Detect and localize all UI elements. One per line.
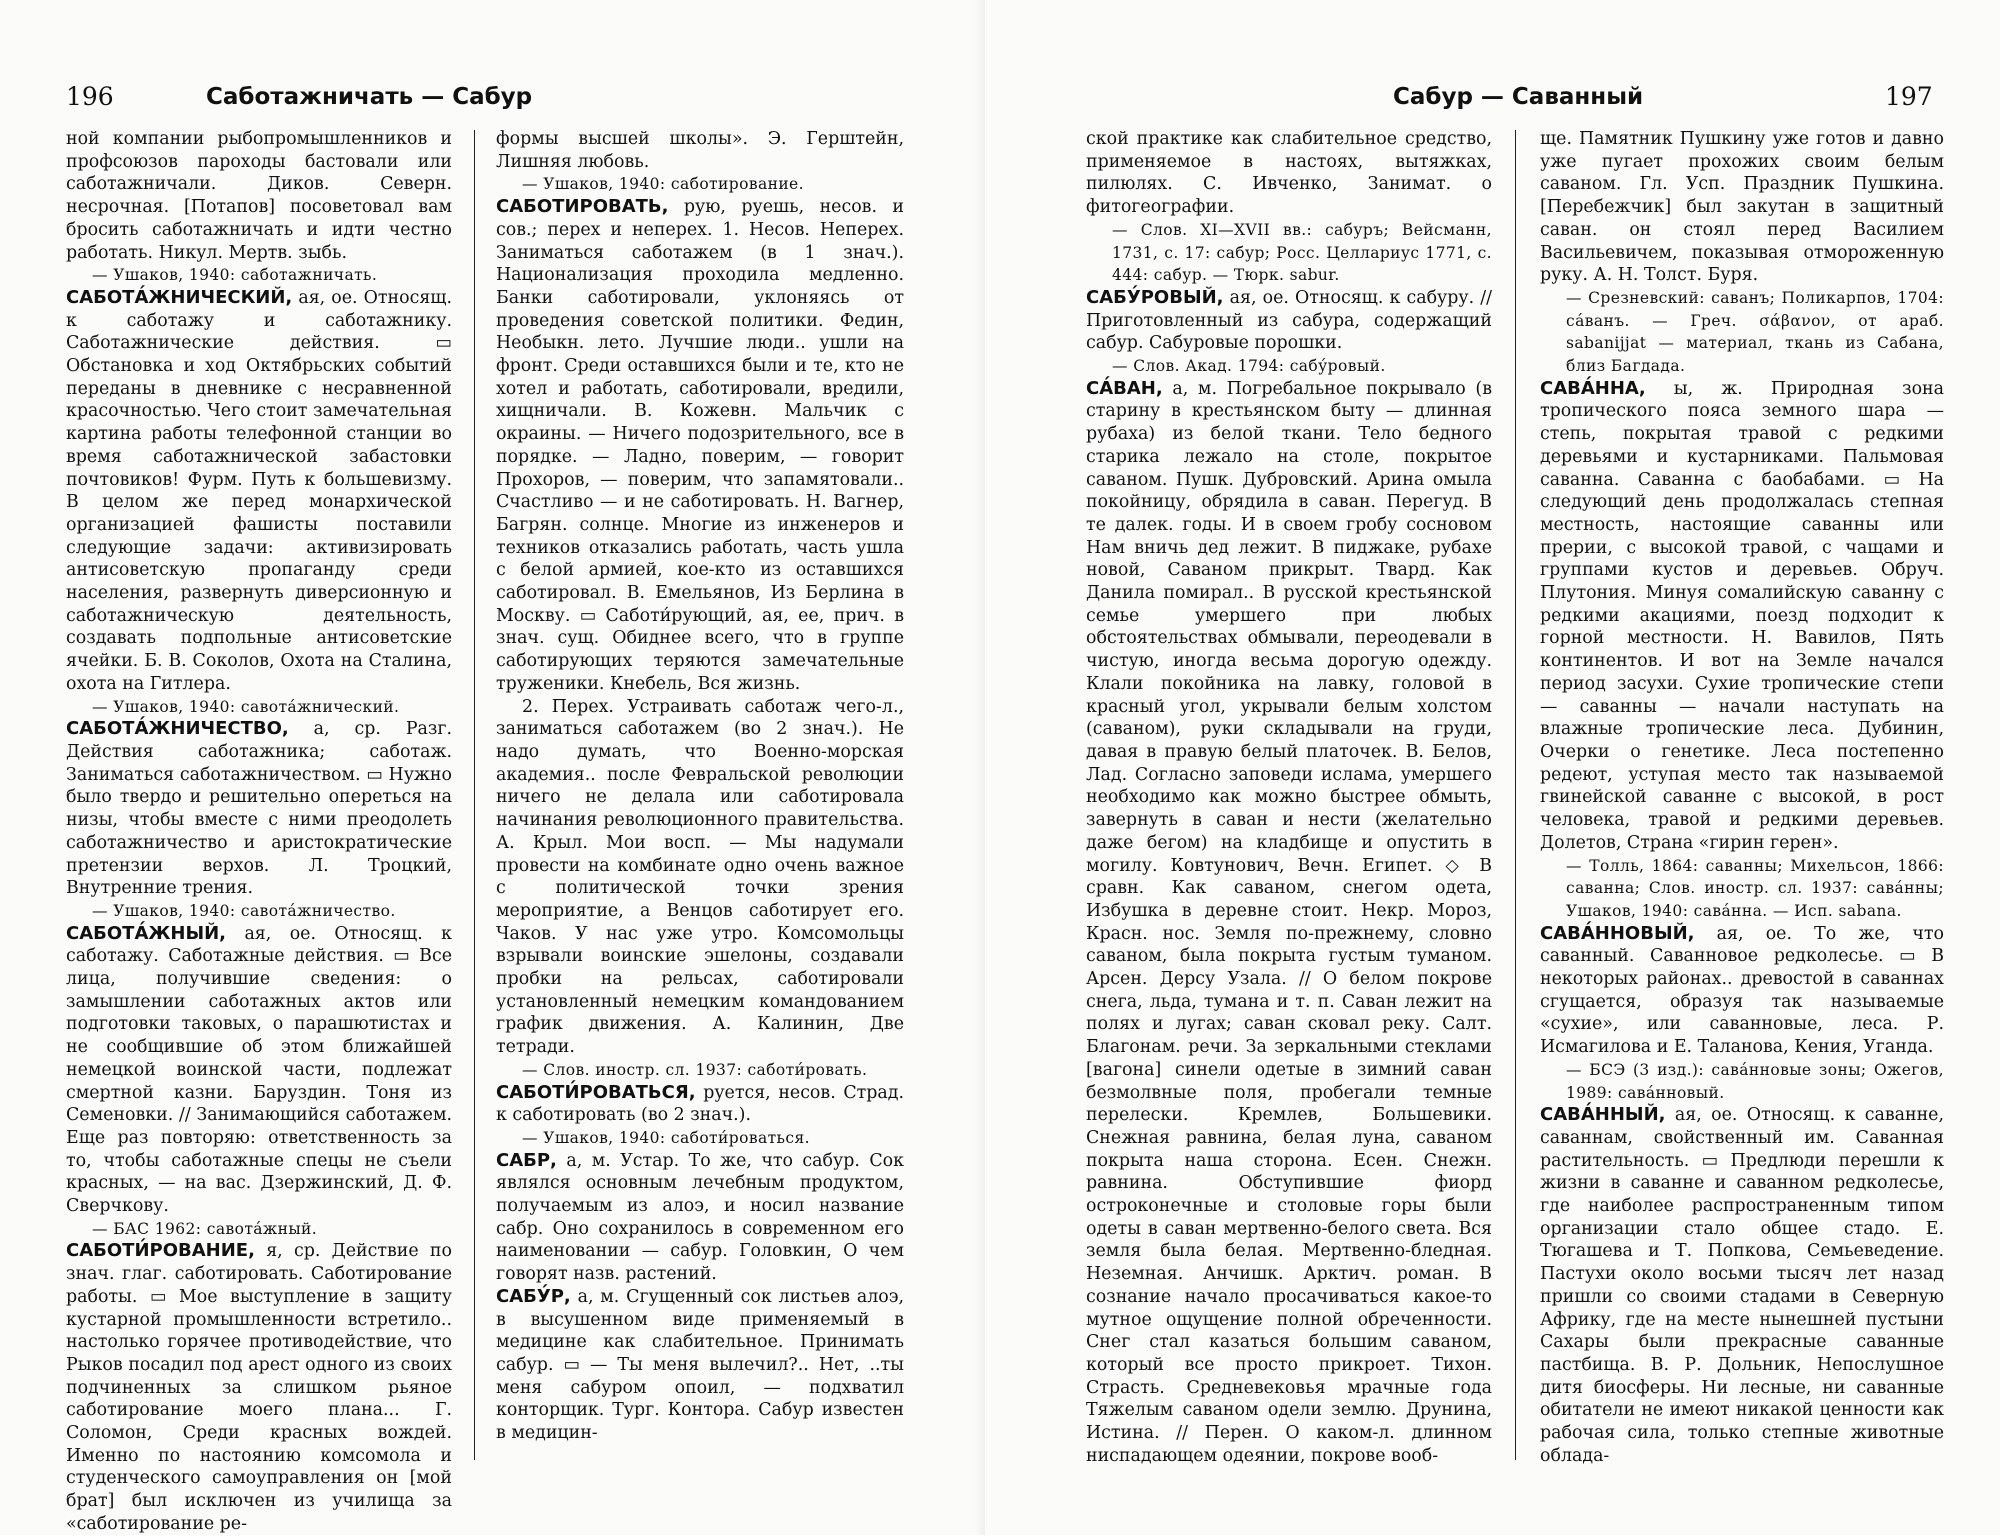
headword: САБОТА́ЖНИЧЕСТВО,: [66, 718, 289, 740]
dictionary-entry: [496, 196, 904, 695]
entry-body: ая, ое. То же, что саванный. Саванновое редколесье. ▭ В некоторых районах.. древостой в саваннах сгущается, образуя так называемые «сухие», или саванновые, леса. Р. Исмагилова и Е. Таланова, Кения, Уганда.: [1540, 923, 1944, 1058]
running-head-left: Саботажничать — Сабур: [206, 84, 533, 110]
headword: САБОТИРОВАТЬ,: [496, 196, 669, 218]
column-4: [1540, 128, 1944, 1498]
entry-citation: — Слов. иностр. сл. 1937: саботи́ровать.: [522, 1060, 868, 1079]
headword: САБУ́Р,: [496, 1285, 571, 1307]
entry-citation: — Ушаков, 1940: саботи́роваться.: [522, 1128, 810, 1147]
page-number-left: 196: [66, 82, 114, 111]
entry-citation: — Слов. XI—XVII вв.: сабуръ; Вейсманн, 1731, с. 17: сабур; Росс. Целлариус 1771, с. 444: сабур. — Тюрк. sabur.: [1112, 220, 1492, 285]
dictionary-entry: [496, 1286, 904, 1445]
entry-text: ще. Памятник Пушкину уже готов и давно уже пугает прохожих своим белым саваном. Гл. Усп. Праздник Пушкина. [Перебежчик] был закутан в защитный саван. он стоял перед Василием Васильевичем, показывая отмороженную руку. А. Н. Толст. Буря.: [1540, 129, 1944, 286]
headword: САБОТА́ЖНИЧЕСКИЙ,: [66, 286, 293, 308]
dictionary-entry: [1540, 1104, 1944, 1467]
entry-body: я, ср. Действие по знач. глаг. саботировать. Саботирование работы. ▭ Мое выступление в защиту кустарной промышленности встретило.. настолько горячее противодействие, что Рыков посадил под арест одного из своих подчиненных за слишком рьяное саботирование моего плана... Г. Соломон, Среди красных вождей. Именно по настоянию комсомола и студенческого самоуправления он [мой брат] был исключен из училища за «саботирование ре-: [66, 1241, 452, 1534]
entry-body: а, ср. Разг. Действия саботажника; саботаж. Заниматься саботажничеством. ▭ Нужно было твердо и решительно опереться на низы, чтобы вместе с ними преодолеть саботажничество и аристократические претензии верхов. Л. Троцкий, Внутренние трения.: [66, 719, 453, 899]
headword: САБР,: [496, 1149, 557, 1171]
dictionary-entry: [1086, 287, 1492, 355]
entry-text: формы высшей школы». Э. Герштейн, Лишняя любовь.: [496, 129, 904, 172]
entry-citation: — Ушаков, 1940: савота́жничество.: [92, 901, 396, 920]
entry-body: ая, ое. Относящ. к саботажу. Саботажные действия. ▭ Все лица, получившие сведения: о замышлении саботажных актов или подготовки таковых, о парашютистах и не сообщившие об этом ближайшей немецкой воинской части, подлежат смертной казни. Баруздин. Тоня из Семеновки. // Занимающийся саботажем. Еще раз повторяю: ответственность за то, чтобы саботажные спецы не съели красных, — на вас. Дзержинский, Д. Ф. Сверчкову.: [66, 923, 452, 1217]
column-divider: [474, 130, 475, 1460]
entry-body: ая, ое. Относящ. к саванне, саваннам, свойственный им. Саванная растительность. ▭ Предлюди перешли к жизни в саванне и саванном редколесье, где наиболее распространенным типом организации стало общее стадо. Е. Тюгашева и Т. Попкова, Семьеведение. Пастухи около восьми тысяч лет назад пришли со своими стадами в Северную Африку, где на месте нынешней пустыни Сахары были прекрасные саванные пастбища. В. Р. Дольник, Непослушное дитя биосферы. Ни лесные, ни саванные обитатели не имеют никакой ценности как рабочая сила, только степные животные облада-: [1540, 1105, 1944, 1466]
entry-citation: — Слов. Акад. 1794: сабу́ровый.: [1112, 357, 1386, 376]
dictionary-entry: [496, 1082, 904, 1127]
entry-body: ы, ж. Природная зона тропического пояса земного шара — степь, покрытая травой с редкими деревьями и кустарниками. Пальмовая саванна. Саванна с баобабами. ▭ На следующий день продолжалась степная местность, настоящие саванны или прерии, с высокой травой, с чащами и группами кустов и деревьев. Обруч. Плутония. Минуя сомалийскую саванну с редкими акациями, поезд подходит к горной местности. Н. Вавилов, Пять континентов. И вот на Земле начался период засухи. Сухие тропические степи — саванны — начали наступать на влажные тропические леса. Дубинин, Очерки о генетике. Леса постепенно редеют, уступая место так называемой гвинейской саванне с высокой, в рост человека, травой и редкими деревьев. Долетов, Страна «гирин герен».: [1540, 378, 1944, 853]
dictionary-entry: [496, 1150, 904, 1286]
dictionary-entry: [1086, 378, 1492, 1468]
dictionary-entry: [66, 287, 452, 696]
entry-body: руется, несов. Страд. к саботировать (во 2 знач.).: [496, 1082, 905, 1126]
entry-citation: — Срезневский: саванъ; Поликарпов, 1704: са́ванъ. — Греч. σάβανον, от араб. sabanijjat — материал, ткань из Сабана, близ Багдада.: [1566, 288, 1944, 376]
column-2: [496, 128, 904, 1498]
headword: САВА́ННЫЙ,: [1540, 1104, 1666, 1126]
column-1: [66, 128, 453, 1534]
entry-text: ной компании рыбопромышленников и профсоюзов пароходы бастовали или саботажничали. Диков. Северн. несрочная. [Потапов] посоветовал вам бросить саботажничать и идти честно работать. Никул. Мертв. зыбь.: [66, 129, 452, 263]
running-head-right: Сабур — Саванный: [1393, 84, 1644, 110]
entry-text: ской практике как слабительное средство, применяемое в настоях, вытяжках, пилюлях. С. Ивченко, Занимат. о фитогеографии.: [1086, 129, 1492, 218]
page-number-right: 197: [1885, 82, 1933, 111]
entry-citation: — Ушаков, 1940: савота́жнический.: [92, 697, 400, 716]
dictionary-entry: [66, 923, 452, 1218]
headword: САВА́ННОВЫЙ,: [1540, 922, 1695, 944]
column-divider: [1515, 130, 1516, 1460]
dictionary-entry: [66, 718, 452, 900]
headword: СА́ВАН,: [1086, 377, 1163, 399]
headword: САБОТИ́РОВАТЬСЯ,: [496, 1081, 696, 1103]
entry-body: а, м. Сгущенный сок листьев алоэ, в высушенном виде применяемый в медицине как слабительное. Принимать сабур. ▭ — Ты меня вылечил?.. Нет, ..ты меня сабуром опоил, — подхватил конторщик. Тург. Контора. Сабур известен в медицин-: [496, 1286, 904, 1444]
entry-sense: 2. Перех. Устраивать саботаж чего-л., заниматься саботажем (во 2 знач.). Не надо думать, что Военно-морская академия.. после Февральской революции ничего не делала или саботировала начинания революционного правительства. А. Крыл. Мои восп. — Мы надумали провести на комбинате одно очень важное с политической точки зрения мероприятие, а Венцов саботирует его. Чаков. У нас уже утро. Комсомольцы взрывали воинские эшелоны, создавали пробки на рельсах, саботировали установленный немецким командованием график движения. А. Калинин, Две тетради.: [496, 696, 904, 1058]
headword: САВА́ННА,: [1540, 377, 1646, 399]
left-page: [0, 0, 985, 1535]
entry-body: а, м. Погребальное покрывало (в старину в крестьянском быту — длинная рубаха) из белой ткани. Тело бедного старика лежало на столе, покрытое саваном. Пушк. Дубровский. Арина омыла покойницу, обрядила в саван. Перегуд. В те далек. годы. И в своем гробу сосновом Нам вничь дед лежит. В пиджаке, рубахе новой, Саваном прикрыт. Твард. Как Данила помирал.. В русской крестьянской семье умершего при любых обстоятельствах обмывали, переодевали в чистую, иногда весьма дорогую одежду. Клали покойника на лавку, головой в красный угол, укрывали белым холстом (саваном), руки складывали на груди, давая в правую белый платочек. В. Белов, Лад. Согласно заповеди ислама, умершего необходимо как можно быстрее обмыть, завернуть в саван и нести (желательно даже бегом) на кладбище и опустить в могилу. Ковтунович, Вечн. Египет. ◇ В сравн. Как саваном, снегом одета, Избушка в деревне стоит. Некр. Мороз, Красн. нос. Земля по-прежнему, словно саваном, была покрыта густым туманом. Арсен. Дерсу Узала. // О белом покрове снега, льда, тумана и т. п. Саван лежит на полях и лугах; саван сковал реку. Салт. Благонам. речи. За зеркальными стеклами [вагона] синели одетые в зимний саван безмолвные поля, пробегали темные перелески. Кремлев, Большевики. Снежная равнина, белая луна, саваном покрыта наша сторона. Есен. Снежн. равнина. Обступившие фиорд остроконечные и столовые горы были одеты в саван мертвенно-белого света. Вся земля была белая. Мертвенно-бледная. Неземная. Анчишк. Арктич. роман. В сознание начало просачиваться какое-то мутное ощущение полной обреченности. Снег стал казаться большим саваном, который все просто прикроет. Тихон. Страсть. Средневековья мрачные года Тяжелым саваном одели землю. Друнина, Истина. // Перен. О каком-л. длинном ниспадающем одеянии, покрове вооб-: [1086, 378, 1492, 1466]
entry-body: ая, ое. Относящ. к саботажу и саботажнику. Саботажнические действия. ▭ Обстановка и ход Октябрьских событий переданы в дневнике с несравненной красочностью. Чего стоит замечательная картина работы телефонной станции во время саботажнической забастовки почтовиков! Фурм. Путь к большевизму. В целом же перед монархической организацией фашисты поставили следующие задачи: активизировать антисоветскую пропаганду среди населения, развернуть диверсионную и саботажническую деятельность, создавать подпольные антисоветские ячейки. Б. В. Соколов, Охота на Сталина, охота на Гитлера.: [66, 287, 452, 694]
entry-citation: — Толль, 1864: саванны; Михельсон, 1866: саванна; Слов. иностр. сл. 1937: сава́нны; Ушаков, 1940: сава́нна. — Исп. sabana.: [1566, 856, 1944, 920]
dictionary-entry: [1540, 923, 1944, 1059]
entry-body: рую, руешь, несов. и сов.; перех и неперех. 1. Несов. Неперех. Заниматься саботажем (в 1 знач.). Национализация проходила медленно. Банки саботировали, уклоняясь от проведения советской политики. Федин, Необыкн. лето. Лучшие люди.. ушли на фронт. Среди оставшихся были и те, кто не хотел и работать, саботировали, вредили, хищничали. В. Кожевн. Мальчик с окраины. — Ничего подозрительного, все в порядке. — Ладно, поверим, — говорит Прохоров, — поверим, что запамятовали.. Счастливо — и не саботировать. Н. Вагнер, Багрян. солнце. Многие из инженеров и техников отказались работать, часть ушла с белой армией, кое-кто из оставшихся саботировал. В. Емельянов, Из Берлина в Москву. ▭ Саботи́рующий, ая, ее, прич. в знач. сущ. Обиднее всего, что в группе саботирующих теряются замечательные труженики. Кнебель, Вся жизнь.: [496, 197, 904, 694]
entry-body: а, м. Устар. То же, что сабур. Сок являлся основным лечебным продуктом, получаемым из алоэ, и носил название сабр. Оно сохранилось в современном его наименовании — сабур. Головкин, О чем говорят назв. растений.: [496, 1150, 904, 1285]
headword: САБОТА́ЖНЫЙ,: [66, 922, 227, 944]
entry-body: ая, ое. Относящ. к сабуру. // Приготовленный из сабура, содержащий сабур. Сабуровые порошки.: [1086, 287, 1493, 354]
column-3: [1086, 128, 1492, 1498]
headword: САБОТИ́РОВАНИЕ,: [66, 1240, 255, 1262]
entry-citation: — Ушаков, 1940: саботирование.: [522, 175, 804, 194]
entry-citation: — Ушаков, 1940: саботажничать.: [92, 266, 378, 285]
headword: САБУ́РОВЫЙ,: [1086, 286, 1224, 308]
entry-citation: — БСЭ (3 изд.): сава́нновые зоны; Ожегов, 1989: сава́нновый.: [1566, 1060, 1944, 1102]
entry-citation: — БАС 1962: савота́жный.: [92, 1219, 318, 1238]
dictionary-entry: [1540, 378, 1944, 855]
dictionary-entry: [66, 1240, 452, 1535]
